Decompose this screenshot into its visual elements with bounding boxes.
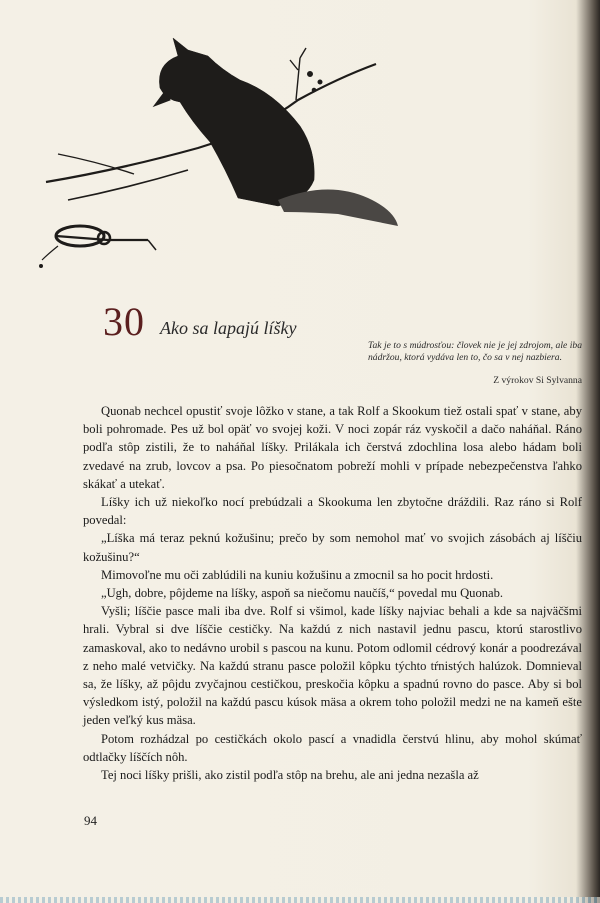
paragraph: „Ugh, dobre, pôjdeme na líšky, aspoň sa niečomu naučíš,“ povedal mu Quonab. [101,586,504,601]
paragraph: Líšky ich už niekoľko nocí prebúdzali a Skookuma len zbytočne dráždili. Raz ráno si Rolf povedal: [83,495,582,528]
page-number: 94 [84,813,97,828]
chapter-number: 30 [103,299,145,344]
paragraph: Vyšli; líščie pasce mali iba dve. Rolf si všimol, kade líšky najviac behali a kde sa najväčšmi hrali. Vybral si dve líščie cestičky. Na každú z nich nastavil jednu pascu, ktorú starostlivo zamaskoval, ako to nedávno urobil s pascou na kunu. Potom odlomil cédrový konár a poodrezával z neho malé vetvičky. Na každú stranu pasce položil kôpku týchto tŕnistých halúzok. Domnieval sa, že líšky, až pôjdu zvyčajnou cestičkou, preskočia kôpku a spadnú rovno do pasce. Aby si bol výsledkom istý, položil na každú pascu kúsok mäsa a okrem toho položil medzi ne na kameň ešte jeden veľký kus mäsa. [83,604,582,728]
paragraph: Quonab nechcel opustiť svoje lôžko v stane, a tak Rolf a Skookum tiež ostali spať v stane, aby boli pohromade. Pes už bol opäť vo svojej koži. V noci zopár ráz vyskočil a dačo naháňal. Ráno podľa stôp zistili, že to naháňal líšky. Prilákala ich čerstvá zdochlina losa alebo hádam boli zvedavé na zrub, lovcov a psa. Po piesočnatom pobreží mohli v prípade nebezpečenstva ľahko skákať a utekať. [83,404,582,491]
paragraph: Mimovoľne mu oči zablúdili na kuniu kožušinu a zmocnil sa ho pocit hrdosti. [101,567,494,582]
paragraph: Tej noci líšky prišli, ako zistil podľa stôp na brehu, ale ani jedna nezašla až [101,768,479,783]
epigraph-text: Tak je to s múdrosťou: človek nie je jej zdrojom, ale iba nádržou, ktorá vydáva len to, čo sa v nej nazbiera. [368,340,582,363]
chapter-title: Ako sa lapajú líšky [160,318,297,338]
epigraph-source: Z výrokov Si Sylvanna [493,375,582,386]
fox-illustration [38,30,418,280]
paragraph: Potom rozhádzal po cestičkách okolo pascí a vnadidla čerstvú hlinu, aby mohol skúmať odtlačky líščích nôh. [83,731,582,764]
page-bottom-edge [0,897,600,903]
paragraph: „Líška má teraz peknú kožušinu; prečo by som nemohol mať vo svojich zásobách aj líščiu kožušinu?“ [83,531,582,564]
body-text [83,402,582,784]
